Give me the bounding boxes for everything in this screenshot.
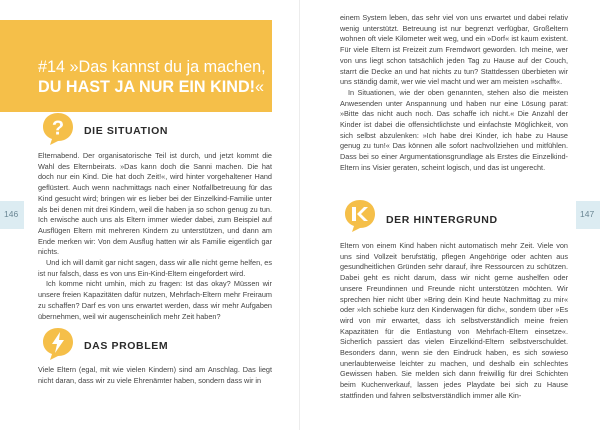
lightning-bolt-icon <box>40 326 76 362</box>
paragraph: In Situationen, wie der oben genannten, stehen also die meisten Anwesenden unter Anspannung und haben nur eine Lösung parat: »Bitte das nicht auch noch. Das schaffe ich nicht.« Die Anzahl der Kinder ist dabei die offensichtlichste und einfachste Möglichkeit, von sich selbst abzulenken: »Ich habe drei Kinder, ich habe zu Hause genug zu tun!« Das können alle sofort nachvollziehen und mitfühlen. Dass bei so einer Argumentationsgrundlage als Erstes die Einzelkind-Eltern ins Visier geraten, scheint logisch, und das ist ungerecht. <box>340 87 568 172</box>
question-mark-icon <box>40 111 76 147</box>
section-heading-situation: DIE SITUATION <box>84 125 169 137</box>
page-number-left: 146 <box>4 209 19 219</box>
title-suffix: « <box>255 78 265 96</box>
problem-body <box>38 365 272 386</box>
background-body <box>340 241 568 402</box>
page-number-right: 147 <box>580 209 595 219</box>
paragraph: einem System leben, das sehr viel von uns erwartet und dabei relativ wenig unterstützt. Betreuung ist nur begrenzt verfügbar, Großeltern wohnen oft viele Kilometer weit weg, und ein »Dorf« ist kaum existent. Für viele Eltern ist Freizeit zum Fremdwort geworden. Ich meine, wer von uns liegt schon tatsächlich jeden Tag zu Hause auf der Couch, starrt die Decke an und hat nichts zu tun? Stattdessen überbieten wir uns ständig damit, wer wie viel macht und wer am meisten »schafft«. <box>340 13 568 87</box>
situation-body <box>38 151 272 322</box>
paragraph: Elternabend. Der organisatorische Teil ist durch, und jetzt kommt die Wahl des Elternbeirats. »Das kann doch die Sanni machen. Die hat doch nur ein Kind. Die hat doch Zeit!«, wird hinter vorgehaltener Hand geflüstert. Auch wenn nachmittags nach einer Notfallbetreuung für das Kind gesucht wird; bringen wir es lieber bei der Einzelkind-Familie unter als bei denen mit drei Kindern, weil die haben ja so schon genug zu tun. Ich erwische auch uns als Eltern immer wieder dabei, zum Beispiel auf Ausflügen Eltern mit mehreren Kindern zu unterstützen, und dann am Ende merken wir: Von dem Ausflug hatten wir als Familie eigentlich gar nichts. <box>38 151 272 257</box>
paragraph: Viele Eltern (egal, mit wie vielen Kindern) sind am Anschlag. Das liegt nicht daran, dass wir zu viele Ehrenämter haben, sondern dass wir in <box>38 365 272 385</box>
section-heading-background: DER HINTERGRUND <box>386 214 498 226</box>
paragraph: Eltern von einem Kind haben nicht automatisch mehr Zeit. Viele von uns sind Vollzeit berufstätig, pflegen Angehörige oder achten aus gesundheitlichen Gründen sehr darauf, ihre Ressourcen zu schützen. Dabei geht es nicht darum, dass wir nicht gerne aushelfen oder unsere Freundinnen und Freunde nicht unterstützen möchten. Wir sprechen hier nicht über »Bring dein Kind heute Nachmittag zu mir« oder »Ich schiebe kurz den Kinderwagen für dich«, sondern über »Es wird von mir erwartet, dass ich selbstverständlich meine freien Kapazitäten für die Entlastung von Mehrfach-Eltern einsetze«. Sicherlich passiert das vielen Einzelkind-Eltern selbstverschuldet. Besonders dann, wenn sie den Eindruck haben, es sich sowieso unerlaubterweise leichter zu machen, und deshalb ein schlechtes Gewissen haben. Sie melden sich dann freiwillig für drei Schichten beim Kuchenverkauf, lassen jedes Playdate bei sich zu Hause stattfinden und fahren selbstverständlich immer alle Kin- <box>340 241 568 400</box>
paragraph: Ich komme nicht umhin, mich zu fragen: Ist das okay? Müssen wir unsere freien Kapazitäten dafür nutzen, Mehrfach-Eltern mehr Freiraum zu schaffen? Darf es von uns erwartet werden, dass wir mehr Aufgaben übernehmen, weil wir augenscheinlich mehr Zeit haben? <box>38 279 272 321</box>
title-prefix: #14 »Das kannst du ja machen, <box>38 58 266 76</box>
k-logo-icon <box>342 198 378 234</box>
title-bold: DU HAST JA NUR EIN KIND! <box>38 78 256 96</box>
svg-text:?: ? <box>51 117 65 140</box>
section-heading-problem: DAS PROBLEM <box>84 340 169 352</box>
chapter-title <box>38 57 266 97</box>
paragraph: Und ich will damit gar nicht sagen, dass wir alle nicht gerne helfen, es ist nur falsch, dass es von uns Ein-Kind-Eltern eingefordert wird. <box>38 258 272 278</box>
right-page <box>300 0 600 430</box>
title-box <box>0 20 272 112</box>
right-top-body <box>340 13 568 174</box>
